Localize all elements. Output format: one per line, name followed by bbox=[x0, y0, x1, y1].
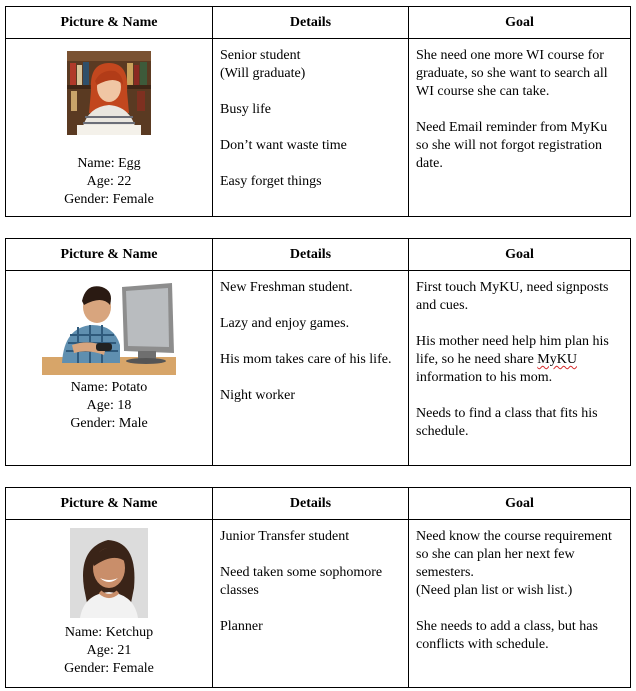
persona-row bbox=[6, 39, 631, 217]
persona-meta bbox=[6, 624, 212, 678]
persona-meta bbox=[6, 155, 212, 209]
detail-item: Junior Transfer student bbox=[220, 529, 350, 544]
header-goal: Goal bbox=[409, 7, 631, 39]
header-goal: Goal bbox=[409, 488, 631, 520]
detail-item: New Freshman student. bbox=[220, 280, 353, 295]
persona-row bbox=[6, 520, 631, 688]
man-gaming-photo bbox=[42, 279, 176, 375]
detail-item: Lazy and enjoy games. bbox=[220, 316, 350, 331]
header-picture-name: Picture & Name bbox=[6, 488, 213, 520]
spellcheck-word: MyKU bbox=[537, 352, 577, 367]
picture-cell bbox=[6, 39, 213, 217]
persona-gender: Gender: Female bbox=[64, 192, 154, 207]
header-details: Details bbox=[213, 239, 409, 271]
header-row bbox=[6, 488, 631, 520]
detail-item: Busy life bbox=[220, 102, 271, 117]
detail-item: Senior student (Will graduate) bbox=[220, 48, 306, 81]
goal-text: information to his mom. bbox=[416, 370, 553, 385]
goal-item: Needs to find a class that fits his schedule. bbox=[416, 406, 598, 439]
header-details: Details bbox=[213, 7, 409, 39]
goal-cell bbox=[409, 39, 631, 217]
persona-gender: Gender: Male bbox=[70, 416, 148, 431]
persona-row bbox=[6, 271, 631, 466]
persona-table-potato bbox=[5, 238, 631, 466]
woman-reading-photo bbox=[67, 51, 151, 135]
goal-item: Need know the course requirement so she can plan her next few semesters. (Need plan list or wish list.) bbox=[416, 529, 612, 598]
header-row bbox=[6, 239, 631, 271]
detail-item: Easy forget things bbox=[220, 174, 322, 189]
header-row bbox=[6, 7, 631, 39]
persona-table-ketchup bbox=[5, 487, 631, 688]
goal-item: Need Email reminder from MyKu so she will not forgot registration date. bbox=[416, 120, 608, 171]
header-picture-name: Picture & Name bbox=[6, 239, 213, 271]
persona-table-egg bbox=[5, 6, 631, 217]
picture-cell bbox=[6, 520, 213, 688]
persona-meta bbox=[6, 379, 212, 433]
goal-text: His mother need help him plan his life, so he need share bbox=[416, 334, 609, 367]
persona-name: Name: Egg bbox=[77, 156, 141, 171]
picture-cell bbox=[6, 271, 213, 466]
details-cell bbox=[213, 271, 409, 466]
persona-name: Name: Ketchup bbox=[64, 625, 154, 640]
detail-item: Night worker bbox=[220, 388, 296, 403]
goal-item bbox=[416, 333, 623, 387]
header-picture-name: Picture & Name bbox=[6, 7, 213, 39]
goal-item: First touch MyKU, need signposts and cues. bbox=[416, 280, 609, 313]
persona-name: Name: Potato bbox=[70, 380, 148, 395]
goal-cell bbox=[409, 520, 631, 688]
detail-item: Planner bbox=[220, 619, 263, 634]
persona-gender: Gender: Female bbox=[64, 661, 154, 676]
detail-item: Don’t want waste time bbox=[220, 138, 347, 153]
persona-age: Age: 22 bbox=[86, 174, 132, 189]
goal-cell bbox=[409, 271, 631, 466]
goal-item: She needs to add a class, but has conflicts with schedule. bbox=[416, 619, 598, 652]
detail-item: His mom takes care of his life. bbox=[220, 352, 392, 367]
smiling-woman-photo bbox=[70, 528, 148, 618]
persona-age: Age: 18 bbox=[86, 398, 132, 413]
details-cell bbox=[213, 39, 409, 217]
goal-item: She need one more WI course for graduate, so she want to search all WI course she can take. bbox=[416, 48, 608, 99]
persona-age: Age: 21 bbox=[86, 643, 132, 658]
header-details: Details bbox=[213, 488, 409, 520]
details-cell bbox=[213, 520, 409, 688]
header-goal: Goal bbox=[409, 239, 631, 271]
detail-item: Need taken some sophomore classes bbox=[220, 565, 383, 598]
